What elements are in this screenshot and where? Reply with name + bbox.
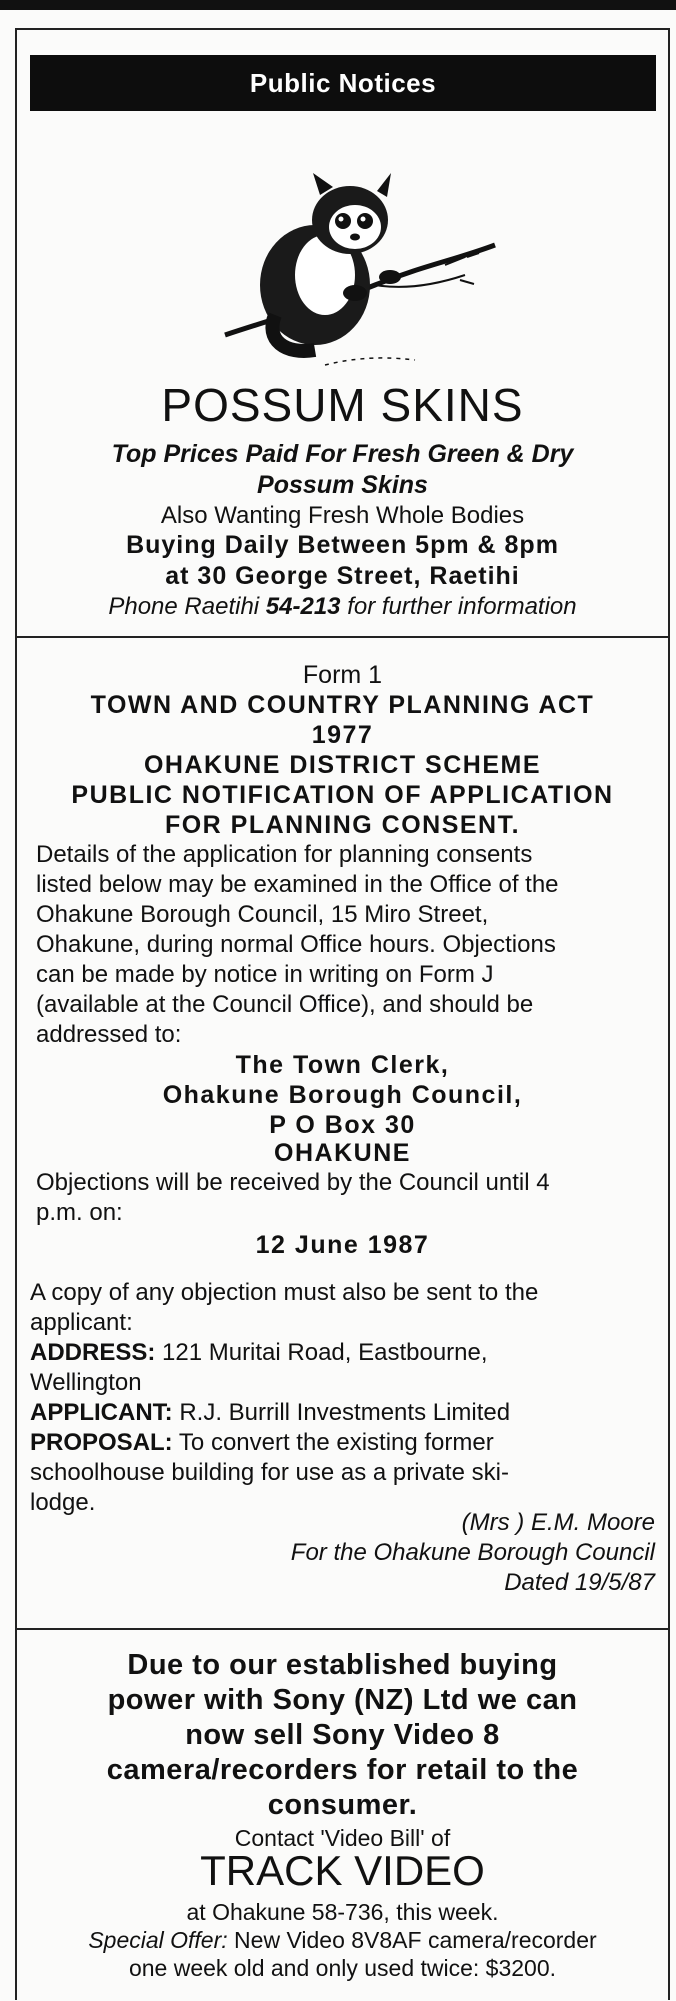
scheme-title: OHAKUNE DISTRICT SCHEME (143, 751, 541, 779)
video-offer-price: one week old and only used twice: $3200. (128, 1955, 557, 1981)
video-line: Due to our established buying (127, 1649, 558, 1681)
signer-name: (Mrs ) E.M. Moore (461, 1509, 655, 1536)
proposal-line-3: lodge. (30, 1489, 96, 1516)
video-line: camera/recorders for retail to the (106, 1754, 579, 1786)
video-line: now sell Sony Video 8 (185, 1719, 500, 1751)
objection-date: 12 June 1987 (255, 1231, 430, 1259)
possum-hours: Buying Daily Between 5pm & 8pm (126, 531, 559, 559)
proposal-line-2: schoolhouse building for use as a private ski- (30, 1459, 509, 1486)
address-line-2: Wellington (30, 1369, 142, 1396)
address-value: 121 Muritai Road, Eastbourne, (155, 1339, 488, 1366)
copy-text (30, 1278, 650, 1518)
copy-line: A copy of any objection must also be sent to the (30, 1279, 539, 1306)
offer-text: New Video 8V8AF camera/recorder (227, 1927, 597, 1953)
track-video-brand: TRACK VIDEO (200, 1847, 485, 1894)
applicant-value: R.J. Burrill Investments Limited (172, 1399, 511, 1426)
copy-line: applicant: (30, 1309, 133, 1336)
address-entry (30, 1338, 650, 1368)
addressee-line: P O Box 30 (269, 1111, 416, 1139)
possum-phone (15, 593, 670, 621)
objection-line: p.m. on: (36, 1199, 123, 1226)
proposal-label: PROPOSAL: (30, 1429, 173, 1456)
notice-date: Dated 19/5/87 (504, 1569, 655, 1596)
section-divider (15, 1628, 670, 1630)
notice-title-1: PUBLIC NOTIFICATION OF APPLICATION (71, 781, 614, 809)
details-paragraph (36, 840, 656, 1050)
possum-address: at 30 George Street, Raetihi (165, 562, 520, 590)
objection-line: Objections will be received by the Council until 4 (36, 1169, 550, 1196)
details-line: addressed to: (36, 1021, 182, 1048)
signer-org: For the Ohakune Borough Council (290, 1539, 655, 1566)
details-line: (available at the Council Office), and should be (36, 991, 534, 1018)
offer-label: Special Offer: (88, 1927, 228, 1953)
form-label: Form 1 (302, 661, 383, 689)
top-rule (0, 0, 676, 10)
details-line: Ohakune Borough Council, 15 Miro Street, (36, 901, 489, 928)
addressee-line: OHAKUNE (274, 1139, 411, 1167)
addressee-line: The Town Clerk, (235, 1051, 450, 1079)
possum-tagline-1: Top Prices Paid For Fresh Green & Dry (111, 440, 574, 468)
section-header (30, 55, 656, 111)
act-year: 1977 (311, 721, 374, 749)
proposal-entry (30, 1428, 650, 1458)
addressee-line: Ohakune Borough Council, (162, 1081, 523, 1109)
details-line: can be made by notice in writing on Form J (36, 961, 494, 988)
header-title: Public Notices (249, 67, 437, 98)
video-line: power with Sony (NZ) Ltd we can (107, 1684, 578, 1716)
proposal-value: To convert the existing former (172, 1429, 494, 1456)
objection-text (36, 1168, 656, 1228)
applicant-entry (30, 1398, 650, 1428)
address-label: ADDRESS: (30, 1339, 156, 1366)
notice-title-2: FOR PLANNING CONSENT. (164, 811, 521, 839)
section-divider (15, 636, 670, 638)
possum-title: POSSUM SKINS (161, 379, 524, 431)
video-line: consumer. (267, 1789, 418, 1821)
video-offer (15, 1926, 670, 1954)
possum-icon (205, 165, 505, 375)
video-location: at Ohakune 58-736, this week. (186, 1899, 499, 1925)
possum-tagline-2: Possum Skins (257, 471, 428, 499)
details-line: listed below may be examined in the Office of the (36, 871, 559, 898)
phone-number: 54-213 (265, 593, 341, 620)
applicant-label: APPLICANT: (30, 1399, 173, 1426)
phone-prefix: Phone Raetihi (108, 593, 266, 620)
details-line: Ohakune, during normal Office hours. Objections (36, 931, 556, 958)
act-title: TOWN AND COUNTRY PLANNING ACT (90, 691, 595, 719)
phone-suffix: for further information (340, 593, 577, 620)
details-line: Details of the application for planning consents (36, 841, 533, 868)
video-contact: Contact 'Video Bill' of (234, 1825, 451, 1851)
possum-wanted: Also Wanting Fresh Whole Bodies (160, 502, 525, 529)
